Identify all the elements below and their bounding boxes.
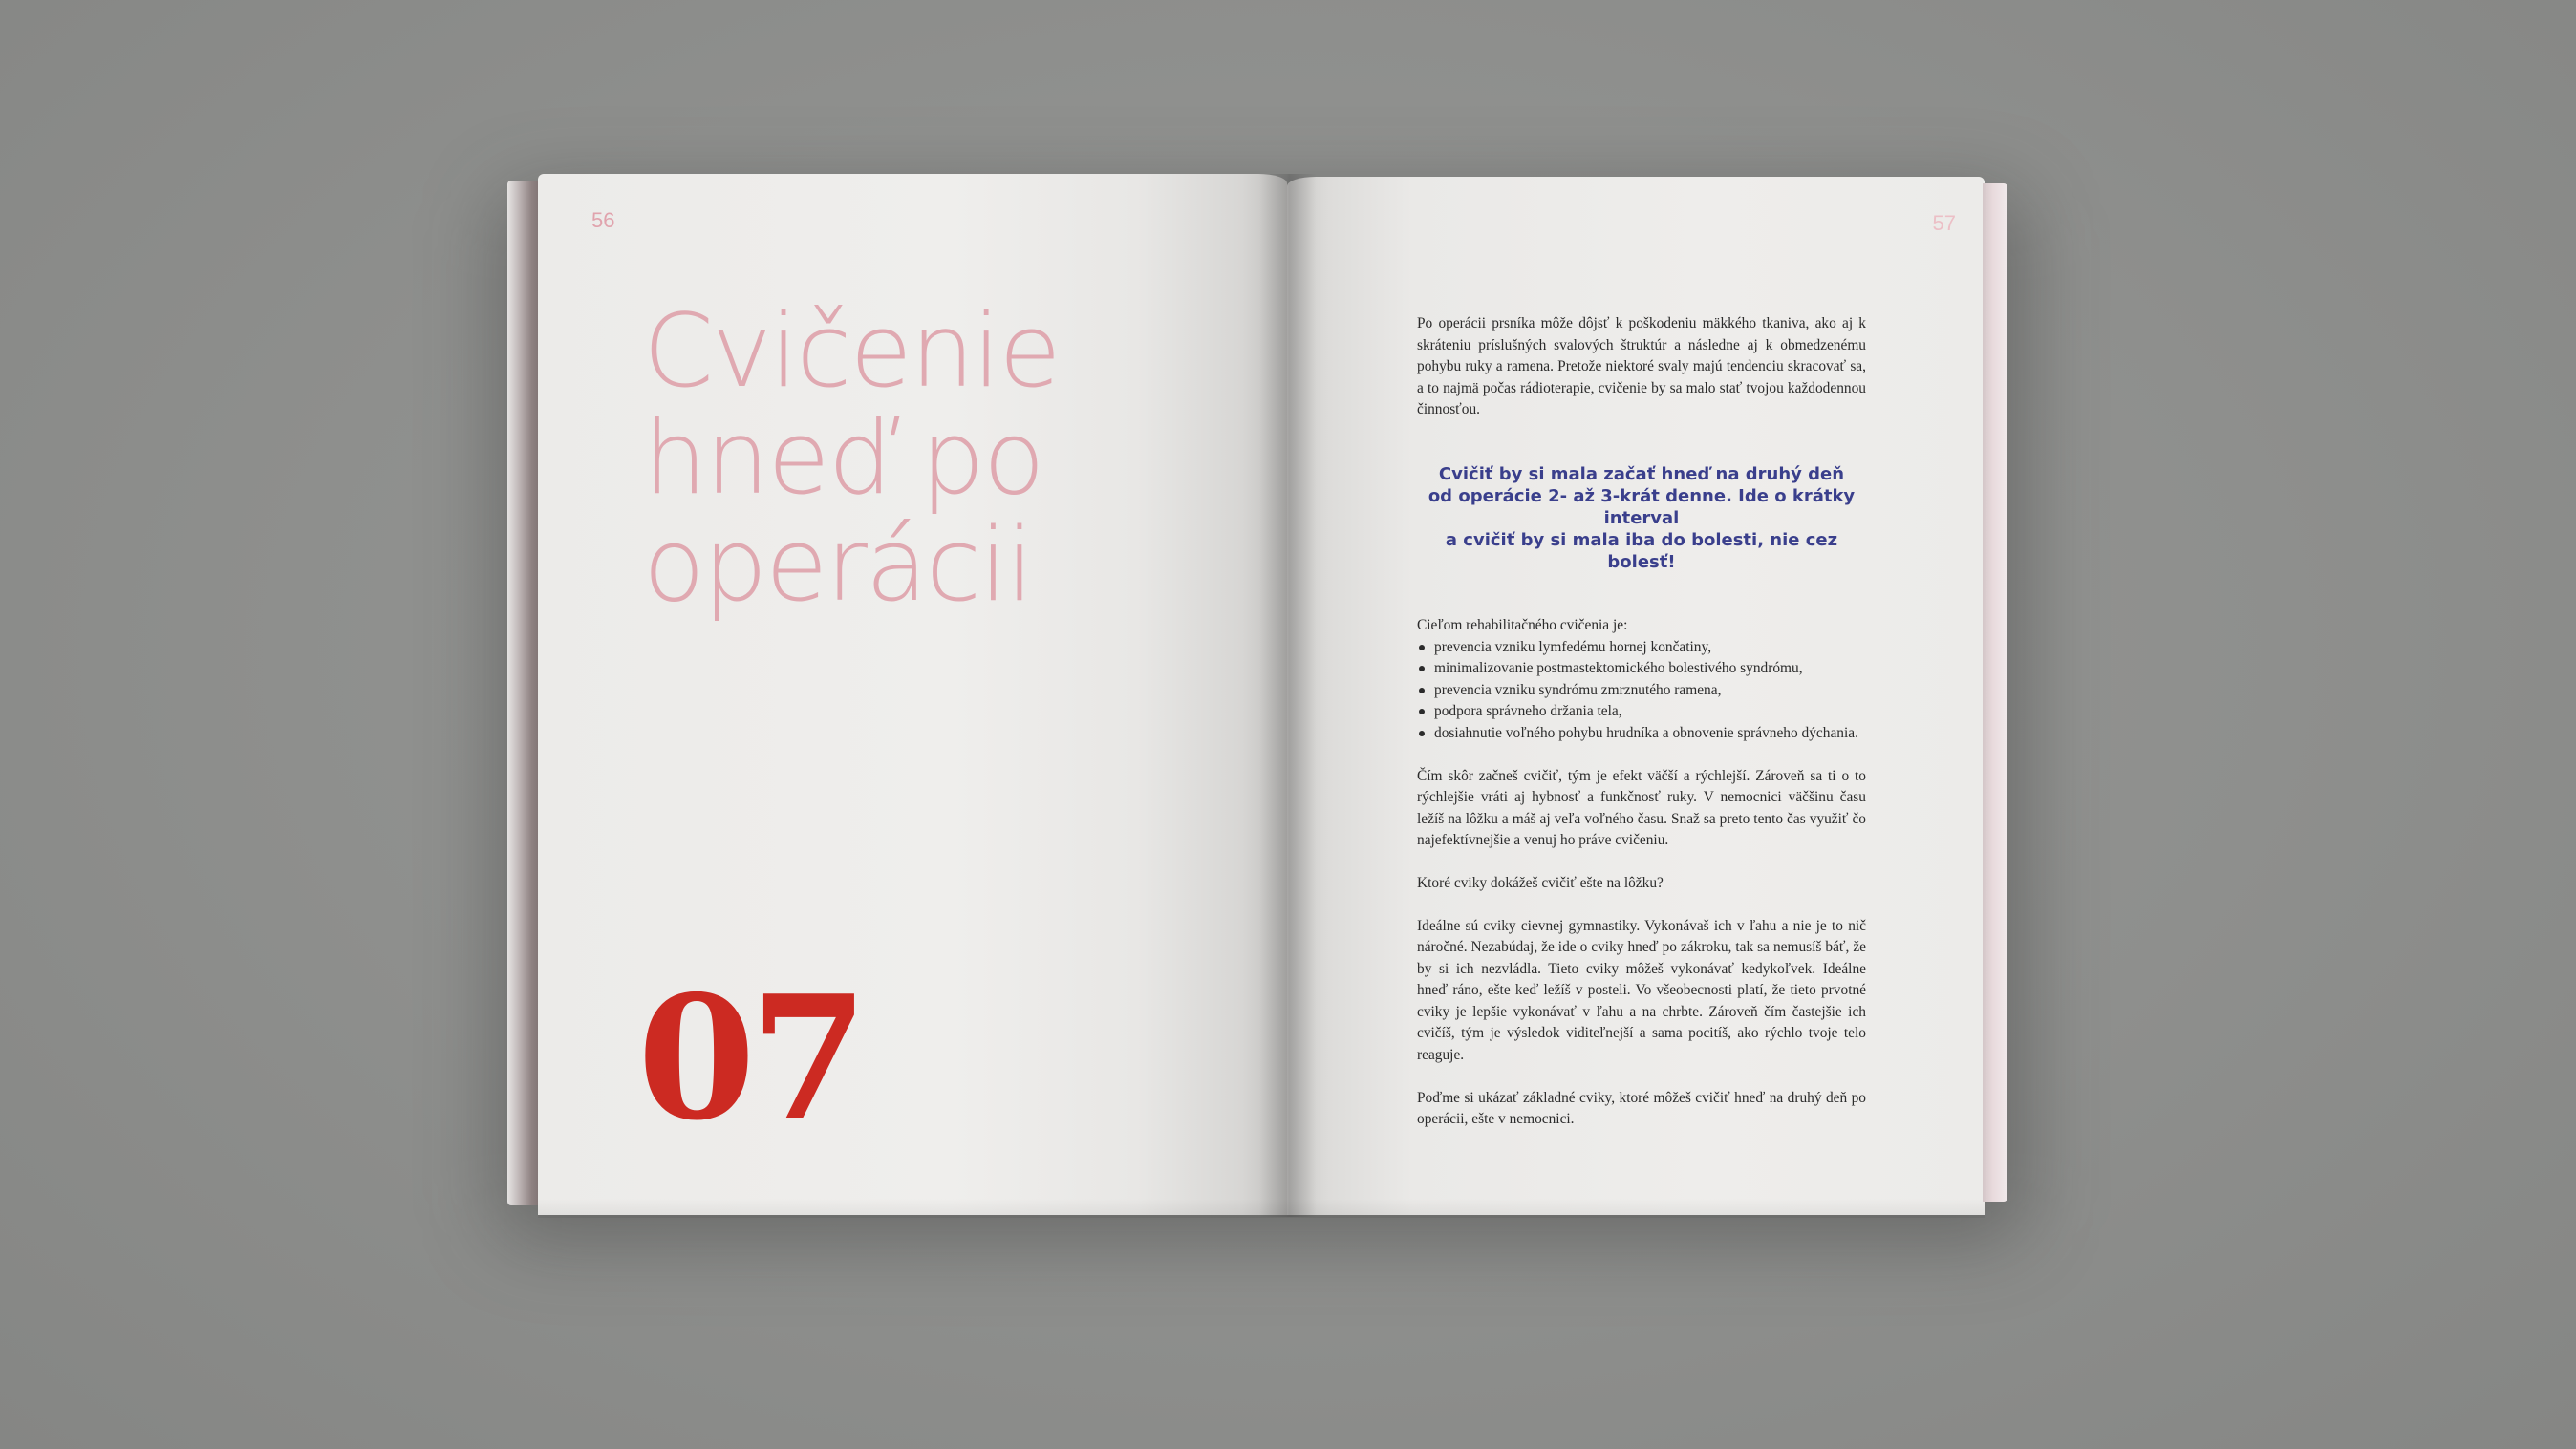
list-item: dosiahnutie voľného pohybu hrudníka a obnovenie správneho dýchania. <box>1417 723 1866 745</box>
paragraph: Poďme si ukázať základné cviky, ktoré môžeš cvičiť hneď na druhý deň po operácii, ešte v nemocnici. <box>1417 1089 1866 1128</box>
right-page <box>1287 177 1985 1215</box>
list-item: prevencia vzniku lymfedému hornej končatiny, <box>1417 637 1866 659</box>
list-intro: Cieľom rehabilitačného cvičenia je: <box>1417 616 1628 633</box>
highlight-callout <box>1413 442 1870 573</box>
left-page <box>538 174 1287 1215</box>
chapter-title-line: hneď po <box>643 399 1043 517</box>
list-item: podpora správneho držania tela, <box>1417 701 1866 723</box>
highlight-line: od operácie 2- až 3-krát denne. Ide o krátky interval <box>1428 485 1856 528</box>
book-spine <box>1259 174 1317 1217</box>
chapter-number: 07 <box>637 958 863 1158</box>
goals-list <box>1417 637 1866 745</box>
book-page-edges-right <box>1983 183 2007 1202</box>
paragraph: Čím skôr začneš cvičiť, tým je efekt väčší a rýchlejší. Zároveň sa ti o to rýchlejšie vráti aj hybnosť a funkčnosť ruky. V nemocnici väčšinu času ležíš na lôžku a máš aj veľa voľného času. Snaž sa preto tento čas využiť čo najefektívnejšie a venuj ho práve cvičeniu. <box>1417 767 1866 849</box>
list-item: prevencia vzniku syndrómu zmrznutého ramena, <box>1417 680 1866 702</box>
paragraph: Ideálne sú cviky cievnej gymnastiky. Vykonávaš ich v ľahu a nie je to nič náročné. Nezabúdaj, že ide o cviky hneď po zákroku, tak sa nemusíš báť, že by si ich nezvládla. Tieto cviky môžeš vykonávať kedykoľvek. Ideálne hneď ráno, ešte keď ležíš v posteli. Vo všeobecnosti platí, že tieto prvotné cviky je lepšie vykonávať v ľahu a na chrbte. Zároveň čím častejšie ich cvičíš, tým je výsledok viditeľnejší a sama pocitíš, ako rýchlo tvoje telo reaguje. <box>1417 917 1866 1064</box>
book-page-edges-left <box>507 181 542 1205</box>
page-number-left: 56 <box>591 208 615 232</box>
chapter-title <box>643 292 1274 624</box>
chapter-title-line: operácii <box>643 506 1033 624</box>
page-bottom-shade <box>538 1199 1985 1218</box>
question-paragraph: Ktoré cviky dokážeš cvičiť ešte na lôžku? <box>1417 874 1664 891</box>
page-body <box>1417 313 1866 1152</box>
chapter-title-line: Cvičenie <box>643 292 1060 410</box>
highlight-line: a cvičiť by si mala iba do bolesti, nie cez bolesť! <box>1445 529 1838 572</box>
page-number-right: 57 <box>1932 211 1956 235</box>
list-item: minimalizovanie postmastektomického bolestivého syndrómu, <box>1417 658 1866 680</box>
intro-paragraph: Po operácii prsníka môže dôjsť k poškodeniu mäkkého tkaniva, ako aj k skráteniu príslušných svalových štruktúr a následne aj k obmedzenému pohybu ruky a ramena. Pretože niektoré svaly majú tendenciu skracovať sa, a to najmä počas rádioterapie, cvičenie by sa malo stať tvojou každodennou činnosťou. <box>1417 315 1866 418</box>
highlight-line: Cvičiť by si mala začať hneď na druhý deň <box>1438 463 1845 484</box>
